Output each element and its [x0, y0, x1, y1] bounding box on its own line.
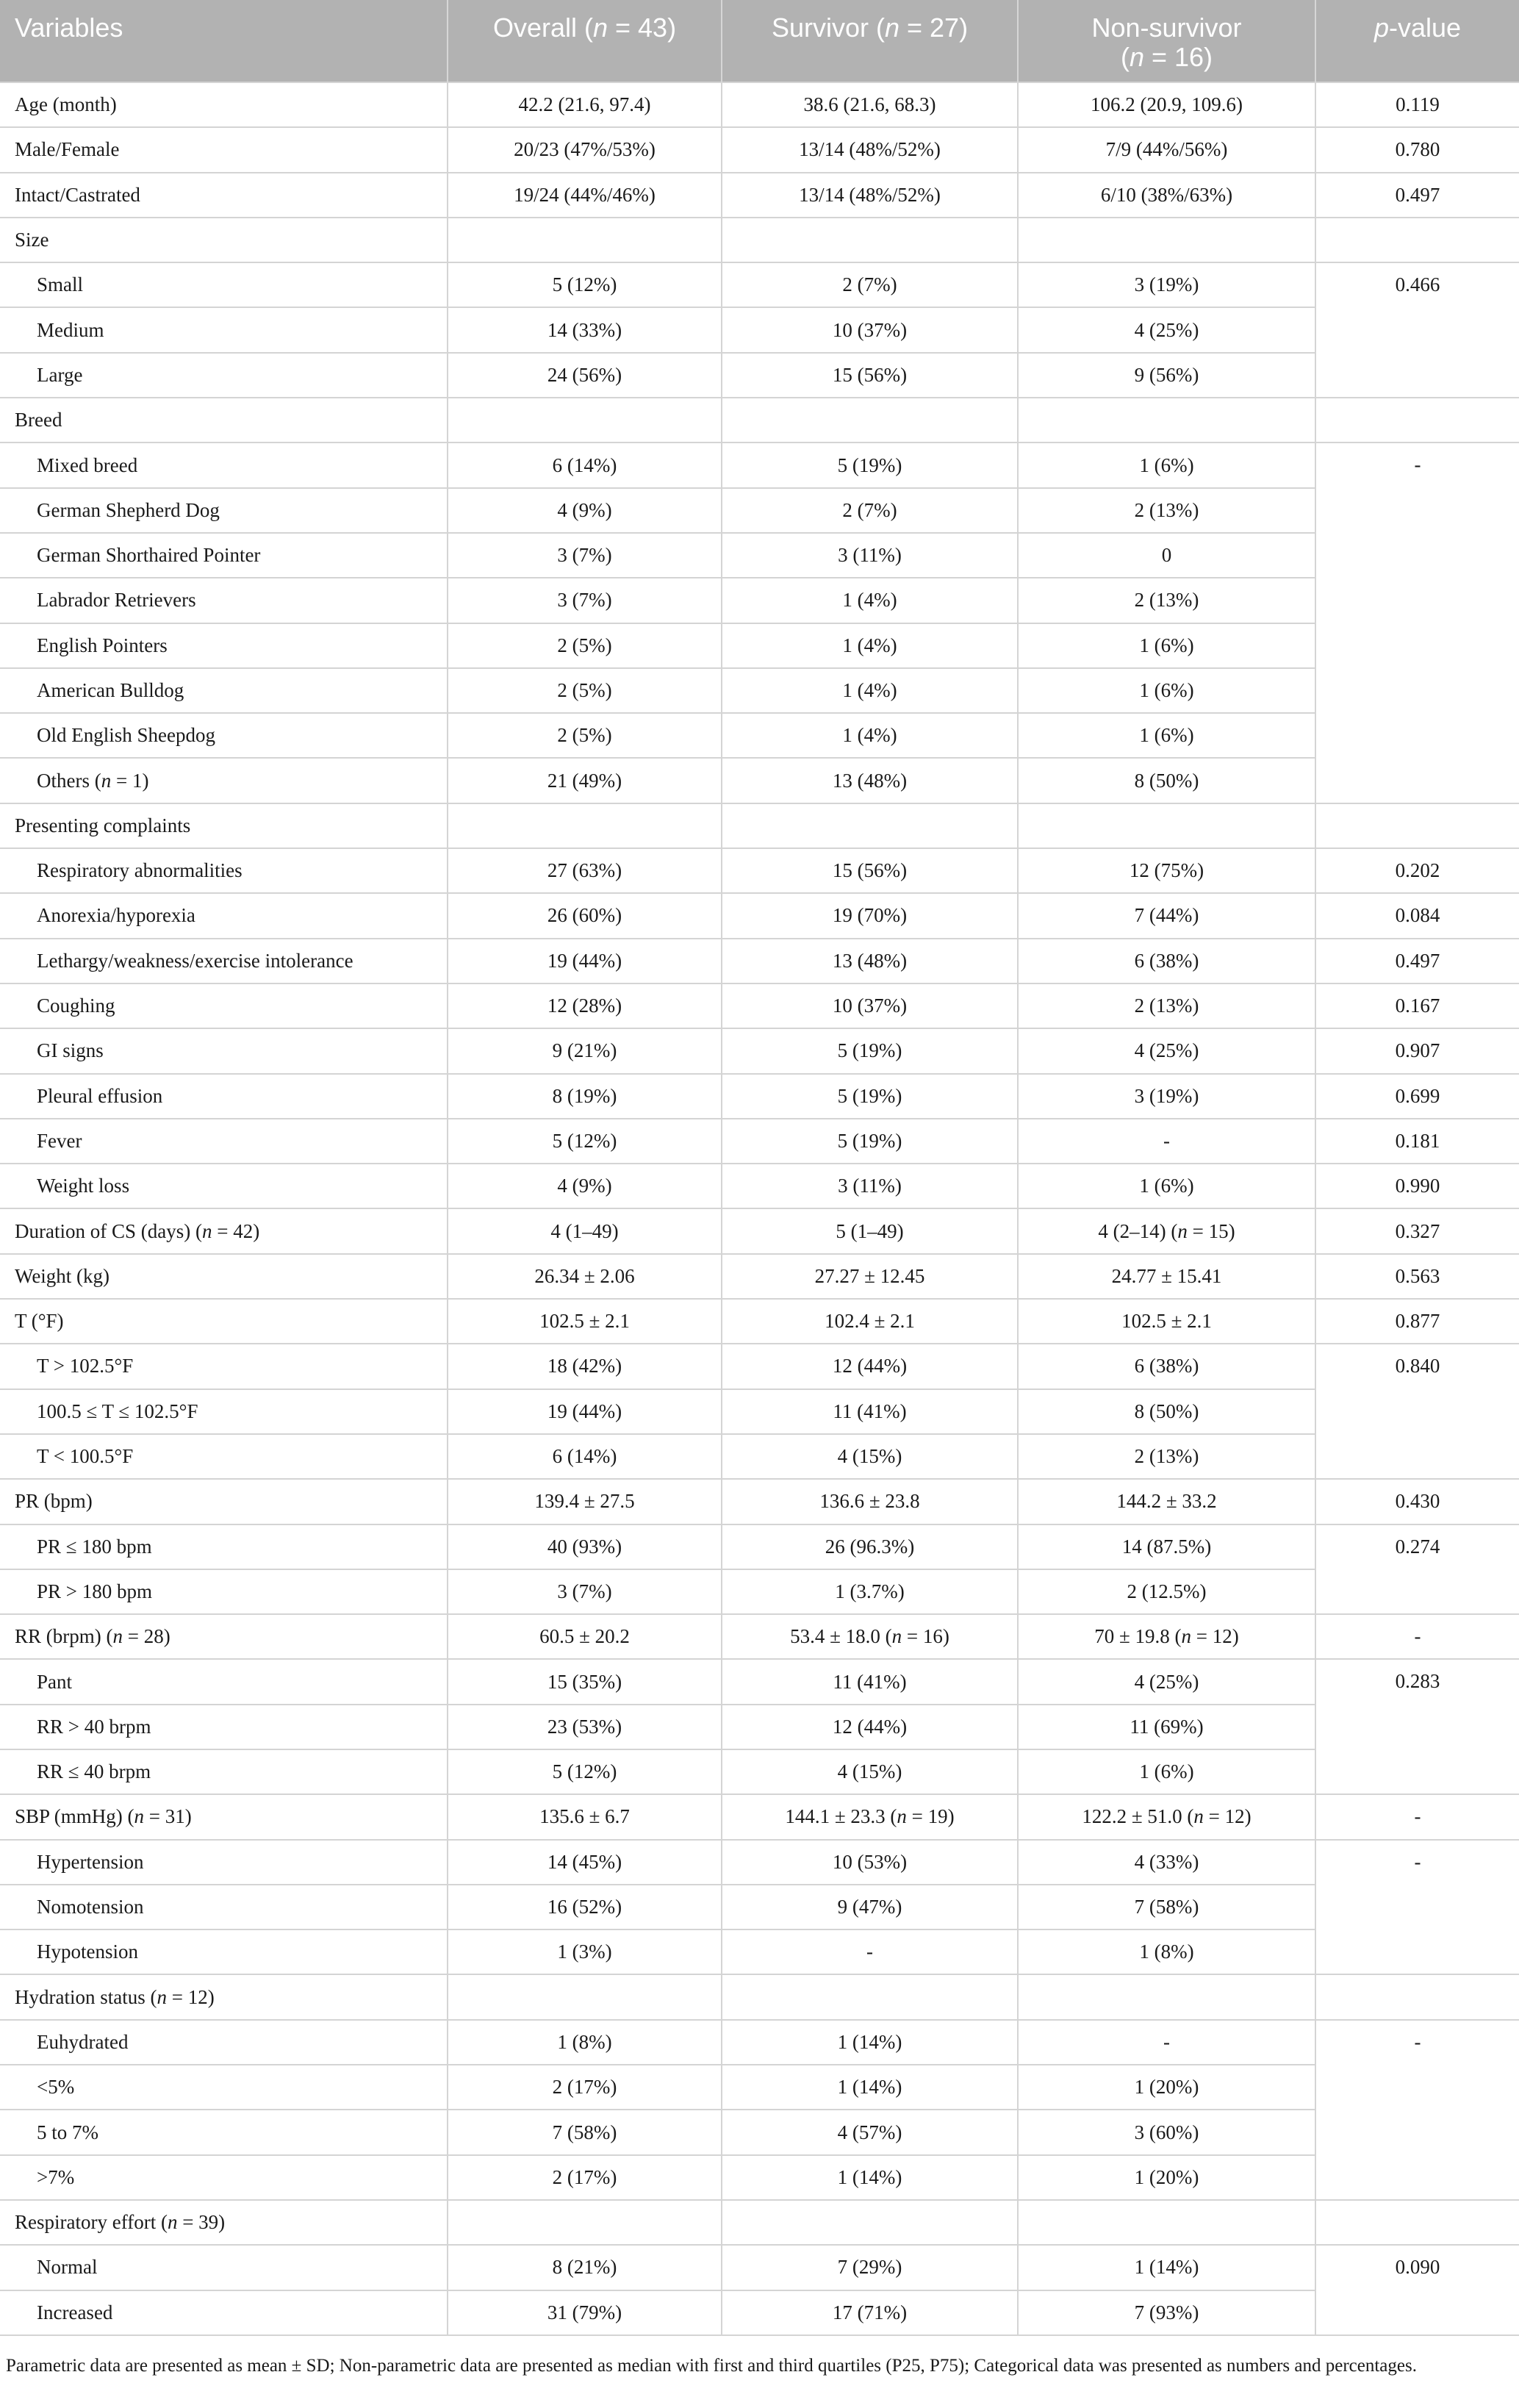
overall-value: 3 (7%) — [448, 1569, 722, 1614]
overall-value — [448, 803, 722, 848]
variable-label: Small — [0, 262, 448, 307]
p-value: 0.497 — [1315, 939, 1519, 983]
table-row — [0, 623, 1519, 668]
table-row — [0, 82, 1519, 127]
overall-value: 6 (14%) — [448, 1434, 722, 1479]
variable-label: RR > 40 brpm — [0, 1705, 448, 1749]
header-survivor: Survivor (n = 27) — [722, 0, 1018, 82]
variable-label: RR ≤ 40 brpm — [0, 1749, 448, 1794]
table-row — [0, 1254, 1519, 1299]
non-survivor-value: 12 (75%) — [1018, 848, 1315, 893]
survivor-value: 7 (29%) — [722, 2245, 1018, 2290]
variable-label: PR ≤ 180 bpm — [0, 1524, 448, 1569]
overall-value — [448, 218, 722, 262]
p-value: 0.877 — [1315, 1299, 1519, 1344]
non-survivor-value: 7/9 (44%/56%) — [1018, 127, 1315, 172]
variable-label: Size — [0, 218, 448, 262]
overall-value: 4 (9%) — [448, 488, 722, 533]
table-row — [0, 1705, 1519, 1749]
non-survivor-value: - — [1018, 1119, 1315, 1164]
table-row — [0, 1840, 1519, 1885]
non-survivor-value: 6 (38%) — [1018, 939, 1315, 983]
non-survivor-value: 0 — [1018, 533, 1315, 578]
overall-value: 26 (60%) — [448, 893, 722, 938]
variable-label: Coughing — [0, 983, 448, 1028]
overall-value: 102.5 ± 2.1 — [448, 1299, 722, 1344]
survivor-value: 4 (15%) — [722, 1434, 1018, 1479]
variable-label: Anorexia/hyporexia — [0, 893, 448, 938]
p-value: 0.840 — [1315, 1344, 1519, 1479]
table-row — [0, 1389, 1519, 1434]
table-row — [0, 983, 1519, 1028]
table-row — [0, 533, 1519, 578]
non-survivor-value: 2 (13%) — [1018, 578, 1315, 623]
table-row — [0, 2290, 1519, 2335]
overall-value: 2 (17%) — [448, 2065, 722, 2110]
variable-label: American Bulldog — [0, 668, 448, 713]
table-row — [0, 1344, 1519, 1388]
table-row — [0, 1074, 1519, 1119]
variable-label: Presenting complaints — [0, 803, 448, 848]
overall-value: 23 (53%) — [448, 1705, 722, 1749]
variable-label: Euhydrated — [0, 2020, 448, 2065]
non-survivor-value: 14 (87.5%) — [1018, 1524, 1315, 1569]
overall-value: 5 (12%) — [448, 1119, 722, 1164]
non-survivor-value: 7 (44%) — [1018, 893, 1315, 938]
variable-label: German Shorthaired Pointer — [0, 533, 448, 578]
table-row — [0, 1974, 1519, 2019]
survivor-value: - — [722, 1929, 1018, 1974]
variable-label: >7% — [0, 2155, 448, 2200]
p-value: - — [1315, 1614, 1519, 1659]
non-survivor-value: 24.77 ± 15.41 — [1018, 1254, 1315, 1299]
p-value: 0.274 — [1315, 1524, 1519, 1615]
p-value: - — [1315, 1840, 1519, 1975]
variable-label: Large — [0, 353, 448, 398]
overall-value: 9 (21%) — [448, 1028, 722, 1073]
variable-label: 5 to 7% — [0, 2110, 448, 2154]
overall-value: 19/24 (44%/46%) — [448, 173, 722, 218]
overall-value: 2 (5%) — [448, 623, 722, 668]
variable-label: Weight loss — [0, 1164, 448, 1208]
survivor-value: 1 (4%) — [722, 578, 1018, 623]
table-row — [0, 848, 1519, 893]
variable-label: Intact/Castrated — [0, 173, 448, 218]
non-survivor-value: 6/10 (38%/63%) — [1018, 173, 1315, 218]
non-survivor-value: 1 (6%) — [1018, 1749, 1315, 1794]
variable-label: Breed — [0, 398, 448, 442]
survivor-value — [722, 218, 1018, 262]
non-survivor-value: 7 (58%) — [1018, 1885, 1315, 1929]
survivor-value: 1 (14%) — [722, 2020, 1018, 2065]
survivor-value: 26 (96.3%) — [722, 1524, 1018, 1569]
non-survivor-value: 1 (6%) — [1018, 623, 1315, 668]
table-row — [0, 1028, 1519, 1073]
overall-value — [448, 1974, 722, 2019]
table-row — [0, 893, 1519, 938]
survivor-value: 4 (57%) — [722, 2110, 1018, 2154]
overall-value — [448, 2200, 722, 2245]
overall-value: 2 (17%) — [448, 2155, 722, 2200]
variable-label: German Shepherd Dog — [0, 488, 448, 533]
variable-label: RR (brpm) (n = 28) — [0, 1614, 448, 1659]
survivor-value: 15 (56%) — [722, 353, 1018, 398]
table-row — [0, 1569, 1519, 1614]
non-survivor-value — [1018, 398, 1315, 442]
non-survivor-value: 3 (19%) — [1018, 1074, 1315, 1119]
table-row — [0, 1885, 1519, 1929]
overall-value: 19 (44%) — [448, 939, 722, 983]
variable-label: Age (month) — [0, 82, 448, 127]
overall-value: 12 (28%) — [448, 983, 722, 1028]
table-row — [0, 1119, 1519, 1164]
variable-label: 100.5 ≤ T ≤ 102.5°F — [0, 1389, 448, 1434]
non-survivor-value: 2 (12.5%) — [1018, 1569, 1315, 1614]
table-header-row — [0, 0, 1519, 82]
non-survivor-value — [1018, 218, 1315, 262]
overall-value: 139.4 ± 27.5 — [448, 1479, 722, 1524]
variable-label: Increased — [0, 2290, 448, 2335]
overall-value: 15 (35%) — [448, 1659, 722, 1704]
table-row — [0, 1164, 1519, 1208]
p-value: - — [1315, 1794, 1519, 1839]
non-survivor-value: 1 (6%) — [1018, 668, 1315, 713]
overall-value: 8 (21%) — [448, 2245, 722, 2290]
table-row — [0, 1659, 1519, 1704]
overall-value: 40 (93%) — [448, 1524, 722, 1569]
table-row — [0, 353, 1519, 398]
survivor-value: 12 (44%) — [722, 1344, 1018, 1388]
table-row — [0, 578, 1519, 623]
survivor-value: 38.6 (21.6, 68.3) — [722, 82, 1018, 127]
overall-value: 21 (49%) — [448, 758, 722, 803]
survivor-value: 53.4 ± 18.0 (n = 16) — [722, 1614, 1018, 1659]
variable-label: T (°F) — [0, 1299, 448, 1344]
p-value — [1315, 803, 1519, 848]
table-row — [0, 173, 1519, 218]
overall-value: 24 (56%) — [448, 353, 722, 398]
overall-value: 7 (58%) — [448, 2110, 722, 2154]
overall-value: 4 (1–49) — [448, 1208, 722, 1253]
table-row — [0, 1299, 1519, 1344]
survivor-value: 1 (14%) — [722, 2065, 1018, 2110]
overall-value: 18 (42%) — [448, 1344, 722, 1388]
overall-value: 3 (7%) — [448, 578, 722, 623]
variable-label: Respiratory effort (n = 39) — [0, 2200, 448, 2245]
survivor-value — [722, 803, 1018, 848]
non-survivor-value: 1 (20%) — [1018, 2155, 1315, 2200]
non-survivor-value: 2 (13%) — [1018, 1434, 1315, 1479]
non-survivor-value: 4 (25%) — [1018, 1028, 1315, 1073]
variable-label: Respiratory abnormalities — [0, 848, 448, 893]
variable-label: Old English Sheepdog — [0, 713, 448, 758]
variable-label: Hydration status (n = 12) — [0, 1974, 448, 2019]
table-footnote: Parametric data are presented as mean ± SD; Non-parametric data are presented as median with first and third quartiles (P25, P75); Categorical data was presented as numbers and percentages. — [6, 2356, 1417, 2376]
variable-label: English Pointers — [0, 623, 448, 668]
table-row — [0, 803, 1519, 848]
table-row — [0, 218, 1519, 262]
header-overall: Overall (n = 43) — [448, 0, 722, 82]
p-value: 0.990 — [1315, 1164, 1519, 1208]
table-row — [0, 2065, 1519, 2110]
survivor-value: 1 (4%) — [722, 668, 1018, 713]
header-variables: Variables — [0, 0, 448, 82]
variable-label: Pant — [0, 1659, 448, 1704]
table-row — [0, 1929, 1519, 1974]
survivor-value: 1 (14%) — [722, 2155, 1018, 2200]
overall-value: 26.34 ± 2.06 — [448, 1254, 722, 1299]
variable-label: Medium — [0, 307, 448, 352]
table-row — [0, 1749, 1519, 1794]
table-row — [0, 939, 1519, 983]
non-survivor-value: 2 (13%) — [1018, 488, 1315, 533]
non-survivor-value: 11 (69%) — [1018, 1705, 1315, 1749]
non-survivor-value: 106.2 (20.9, 109.6) — [1018, 82, 1315, 127]
non-survivor-value: 4 (25%) — [1018, 1659, 1315, 1704]
p-value: 0.907 — [1315, 1028, 1519, 1073]
non-survivor-value: - — [1018, 2020, 1315, 2065]
p-value: 0.430 — [1315, 1479, 1519, 1524]
overall-value: 6 (14%) — [448, 442, 722, 487]
non-survivor-value: 9 (56%) — [1018, 353, 1315, 398]
survivor-value: 13/14 (48%/52%) — [722, 127, 1018, 172]
p-value: 0.181 — [1315, 1119, 1519, 1164]
p-value — [1315, 1974, 1519, 2019]
p-value: 0.167 — [1315, 983, 1519, 1028]
survivor-value: 9 (47%) — [722, 1885, 1018, 1929]
overall-value: 135.6 ± 6.7 — [448, 1794, 722, 1839]
survivor-value: 5 (1–49) — [722, 1208, 1018, 1253]
variable-label: SBP (mmHg) (n = 31) — [0, 1794, 448, 1839]
non-survivor-value: 1 (6%) — [1018, 1164, 1315, 1208]
p-value: 0.090 — [1315, 2245, 1519, 2335]
survivor-value: 27.27 ± 12.45 — [722, 1254, 1018, 1299]
table-row — [0, 2110, 1519, 2154]
overall-value: 3 (7%) — [448, 533, 722, 578]
non-survivor-value: 102.5 ± 2.1 — [1018, 1299, 1315, 1344]
survivor-value — [722, 2200, 1018, 2245]
overall-value: 20/23 (47%/53%) — [448, 127, 722, 172]
survivor-value: 1 (4%) — [722, 623, 1018, 668]
survivor-value: 1 (3.7%) — [722, 1569, 1018, 1614]
non-survivor-value: 1 (20%) — [1018, 2065, 1315, 2110]
p-value: 0.466 — [1315, 262, 1519, 398]
header-p-value: p-value — [1315, 0, 1519, 82]
variable-label: Normal — [0, 2245, 448, 2290]
variable-label: Others (n = 1) — [0, 758, 448, 803]
non-survivor-value: 4 (2–14) (n = 15) — [1018, 1208, 1315, 1253]
table-row — [0, 488, 1519, 533]
p-value: 0.497 — [1315, 173, 1519, 218]
overall-value — [448, 398, 722, 442]
table-row — [0, 1614, 1519, 1659]
survivor-value — [722, 398, 1018, 442]
non-survivor-value: 122.2 ± 51.0 (n = 12) — [1018, 1794, 1315, 1839]
p-value: 0.780 — [1315, 127, 1519, 172]
survivor-value: 13 (48%) — [722, 758, 1018, 803]
overall-value: 60.5 ± 20.2 — [448, 1614, 722, 1659]
variable-label: Fever — [0, 1119, 448, 1164]
variable-label: Duration of CS (days) (n = 42) — [0, 1208, 448, 1253]
variable-label: Male/Female — [0, 127, 448, 172]
survivor-value: 5 (19%) — [722, 1119, 1018, 1164]
survivor-value: 13 (48%) — [722, 939, 1018, 983]
survivor-value: 2 (7%) — [722, 262, 1018, 307]
survivor-value: 4 (15%) — [722, 1749, 1018, 1794]
variable-label: PR > 180 bpm — [0, 1569, 448, 1614]
overall-value: 2 (5%) — [448, 713, 722, 758]
non-survivor-value: 2 (13%) — [1018, 983, 1315, 1028]
survivor-value: 11 (41%) — [722, 1389, 1018, 1434]
non-survivor-value — [1018, 2200, 1315, 2245]
variable-label: Nomotension — [0, 1885, 448, 1929]
overall-value: 14 (45%) — [448, 1840, 722, 1885]
overall-value: 16 (52%) — [448, 1885, 722, 1929]
survivor-value: 11 (41%) — [722, 1659, 1018, 1704]
survivor-value: 144.1 ± 23.3 (n = 19) — [722, 1794, 1018, 1839]
survivor-value: 12 (44%) — [722, 1705, 1018, 1749]
variable-label: Weight (kg) — [0, 1254, 448, 1299]
survivor-value: 5 (19%) — [722, 1074, 1018, 1119]
non-survivor-value: 7 (93%) — [1018, 2290, 1315, 2335]
p-value: - — [1315, 442, 1519, 803]
header-non-survivor: Non-survivor (n = 16) — [1018, 0, 1315, 82]
variable-label: T < 100.5°F — [0, 1434, 448, 1479]
overall-value: 5 (12%) — [448, 1749, 722, 1794]
non-survivor-value: 1 (8%) — [1018, 1929, 1315, 1974]
overall-value: 8 (19%) — [448, 1074, 722, 1119]
overall-value: 4 (9%) — [448, 1164, 722, 1208]
table-row — [0, 262, 1519, 307]
variable-label: PR (bpm) — [0, 1479, 448, 1524]
p-value: 0.119 — [1315, 82, 1519, 127]
overall-value: 5 (12%) — [448, 262, 722, 307]
variable-label: <5% — [0, 2065, 448, 2110]
survivor-value: 1 (4%) — [722, 713, 1018, 758]
non-survivor-value: 6 (38%) — [1018, 1344, 1315, 1388]
p-value: 0.327 — [1315, 1208, 1519, 1253]
table-row — [0, 1479, 1519, 1524]
non-survivor-value: 1 (14%) — [1018, 2245, 1315, 2290]
survivor-value: 5 (19%) — [722, 442, 1018, 487]
table-row — [0, 2155, 1519, 2200]
survivor-value: 10 (37%) — [722, 983, 1018, 1028]
survivor-value: 102.4 ± 2.1 — [722, 1299, 1018, 1344]
survivor-value: 13/14 (48%/52%) — [722, 173, 1018, 218]
table-body — [0, 82, 1519, 2335]
table-row — [0, 1794, 1519, 1839]
survivor-value: 10 (53%) — [722, 1840, 1018, 1885]
p-value — [1315, 218, 1519, 262]
overall-value: 2 (5%) — [448, 668, 722, 713]
p-value: 0.202 — [1315, 848, 1519, 893]
overall-value: 1 (8%) — [448, 2020, 722, 2065]
overall-value: 19 (44%) — [448, 1389, 722, 1434]
p-value: 0.699 — [1315, 1074, 1519, 1119]
overall-value: 27 (63%) — [448, 848, 722, 893]
survivor-value: 3 (11%) — [722, 533, 1018, 578]
survivor-value: 15 (56%) — [722, 848, 1018, 893]
non-survivor-value: 70 ± 19.8 (n = 12) — [1018, 1614, 1315, 1659]
non-survivor-value: 8 (50%) — [1018, 758, 1315, 803]
variable-label: Hypotension — [0, 1929, 448, 1974]
variable-label: Lethargy/weakness/exercise intolerance — [0, 939, 448, 983]
table-row — [0, 1434, 1519, 1479]
survivor-value: 2 (7%) — [722, 488, 1018, 533]
survivor-value: 10 (37%) — [722, 307, 1018, 352]
variable-label: GI signs — [0, 1028, 448, 1073]
p-value: 0.084 — [1315, 893, 1519, 938]
survivor-value: 19 (70%) — [722, 893, 1018, 938]
table-row — [0, 442, 1519, 487]
overall-value: 14 (33%) — [448, 307, 722, 352]
table-row — [0, 127, 1519, 172]
table-row — [0, 2245, 1519, 2290]
table-row — [0, 713, 1519, 758]
survivor-value: 136.6 ± 23.8 — [722, 1479, 1018, 1524]
table-row — [0, 668, 1519, 713]
non-survivor-value: 144.2 ± 33.2 — [1018, 1479, 1315, 1524]
survivor-value: 3 (11%) — [722, 1164, 1018, 1208]
p-value: 0.283 — [1315, 1659, 1519, 1794]
table-row — [0, 2020, 1519, 2065]
p-value — [1315, 398, 1519, 442]
variable-label: Pleural effusion — [0, 1074, 448, 1119]
non-survivor-value: 4 (25%) — [1018, 307, 1315, 352]
p-value: 0.563 — [1315, 1254, 1519, 1299]
non-survivor-value — [1018, 803, 1315, 848]
p-value: - — [1315, 2020, 1519, 2200]
overall-value: 31 (79%) — [448, 2290, 722, 2335]
non-survivor-value — [1018, 1974, 1315, 2019]
variable-label: T > 102.5°F — [0, 1344, 448, 1388]
non-survivor-value: 3 (60%) — [1018, 2110, 1315, 2154]
table-row — [0, 758, 1519, 803]
variable-label: Hypertension — [0, 1840, 448, 1885]
non-survivor-value: 1 (6%) — [1018, 442, 1315, 487]
non-survivor-value: 3 (19%) — [1018, 262, 1315, 307]
table-row — [0, 1524, 1519, 1569]
non-survivor-value: 4 (33%) — [1018, 1840, 1315, 1885]
survivor-value: 5 (19%) — [722, 1028, 1018, 1073]
p-value — [1315, 2200, 1519, 2245]
table-row — [0, 398, 1519, 442]
survivor-value — [722, 1974, 1018, 2019]
table-row — [0, 2200, 1519, 2245]
variable-label: Mixed breed — [0, 442, 448, 487]
non-survivor-value: 1 (6%) — [1018, 713, 1315, 758]
non-survivor-value: 8 (50%) — [1018, 1389, 1315, 1434]
table-row — [0, 1208, 1519, 1253]
overall-value: 42.2 (21.6, 97.4) — [448, 82, 722, 127]
overall-value: 1 (3%) — [448, 1929, 722, 1974]
variable-label: Labrador Retrievers — [0, 578, 448, 623]
table-row — [0, 307, 1519, 352]
survivor-value: 17 (71%) — [722, 2290, 1018, 2335]
